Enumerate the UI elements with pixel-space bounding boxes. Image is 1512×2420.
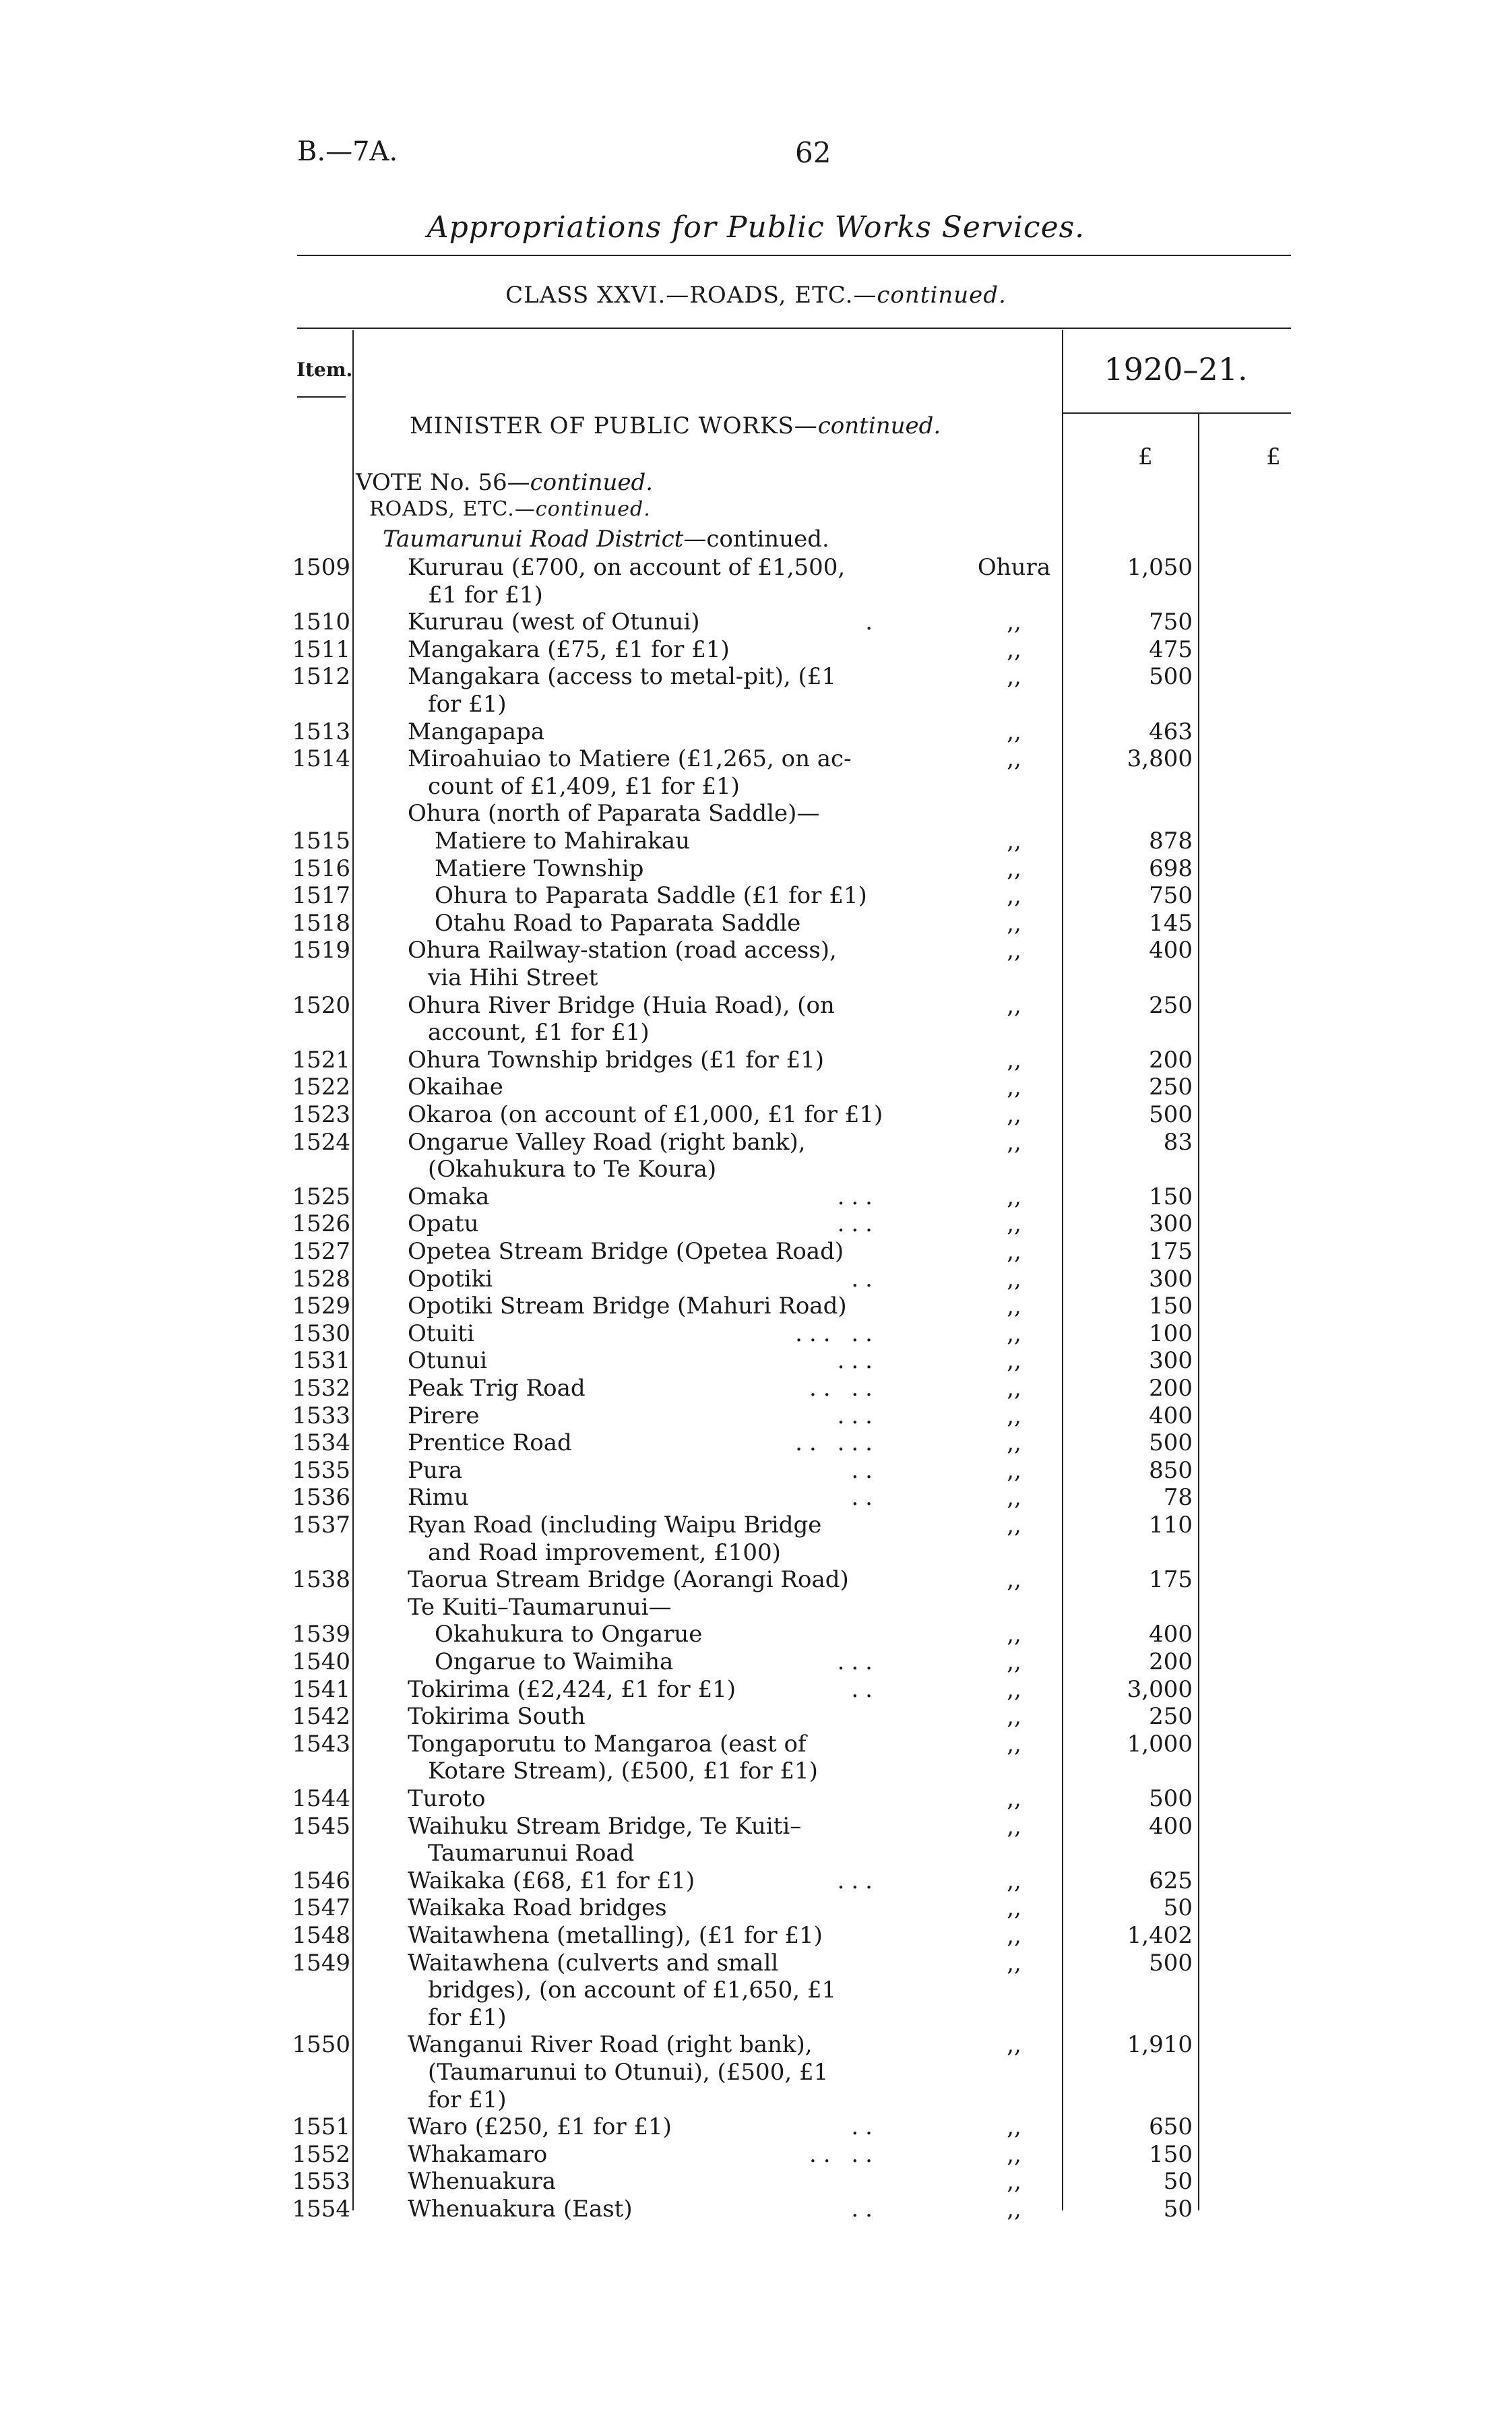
item-district: ,, xyxy=(1007,663,1021,691)
item-district: ,, xyxy=(1007,2196,1021,2223)
page-number: 62 xyxy=(795,136,831,169)
item-number: 1525 xyxy=(292,1183,350,1210)
table-row xyxy=(0,1484,1512,1511)
item-district: ,, xyxy=(1007,1402,1021,1429)
leader-dots: .. xyxy=(851,1456,879,1484)
item-district: ,, xyxy=(1007,1703,1021,1731)
roads-heading: ROADS, ETC.—continued. xyxy=(369,497,651,521)
table-row xyxy=(0,745,1512,800)
item-amount: 400 xyxy=(1149,1402,1193,1429)
item-number: 1543 xyxy=(292,1730,350,1758)
item-amount: 175 xyxy=(1149,1566,1193,1594)
table-row xyxy=(0,1922,1512,1949)
table-row xyxy=(0,882,1512,909)
table-row xyxy=(0,1621,1512,1648)
table-row xyxy=(0,2168,1512,2195)
item-district: ,, xyxy=(1007,1785,1021,1812)
table-row xyxy=(0,1101,1512,1128)
item-district: ,, xyxy=(1007,1867,1021,1894)
item-header-rule xyxy=(297,396,346,398)
table-row xyxy=(0,1347,1512,1374)
item-number: 1522 xyxy=(292,1074,350,1101)
item-description: Mangakara (access to metal-pit), (£1 xyxy=(408,663,836,691)
table-row xyxy=(0,910,1512,937)
item-description: account, £1 for £1) xyxy=(428,1019,650,1047)
table-row xyxy=(0,1703,1512,1730)
item-number: 1527 xyxy=(292,1238,350,1265)
item-amount: 3,000 xyxy=(1127,1675,1193,1703)
item-number: 1551 xyxy=(292,2113,350,2141)
item-amount: 500 xyxy=(1149,1429,1193,1457)
table-row xyxy=(0,2196,1512,2223)
item-number: 1533 xyxy=(292,1402,350,1429)
class-rule xyxy=(297,328,1291,329)
item-number: 1531 xyxy=(292,1347,350,1375)
item-number: 1510 xyxy=(292,609,350,636)
item-description: via Hihi Street xyxy=(428,964,598,991)
item-amount: 50 xyxy=(1163,1894,1193,1922)
item-description: and Road improvement, £100) xyxy=(428,1539,781,1566)
item-amount: 250 xyxy=(1149,991,1193,1019)
item-number: 1515 xyxy=(292,828,350,855)
item-description: Mangakara (£75, £1 for £1) xyxy=(408,635,730,663)
item-description: Waikaka (£68, £1 for £1) xyxy=(408,1867,695,1894)
item-description: Waitawhena (metalling), (£1 for £1) xyxy=(408,1922,823,1949)
item-district: ,, xyxy=(1007,1484,1021,1512)
item-district: ,, xyxy=(1007,745,1021,773)
item-district: ,, xyxy=(1007,2140,1021,2168)
class-heading: CLASS XXVI.—ROADS, ETC.—continued. xyxy=(505,282,1007,309)
item-amount: 100 xyxy=(1149,1320,1193,1347)
item-amount: 878 xyxy=(1149,828,1193,855)
item-district: ,, xyxy=(1007,991,1021,1019)
item-amount: 110 xyxy=(1149,1512,1193,1539)
table-row xyxy=(0,1730,1512,1785)
minister-heading: MINISTER OF PUBLIC WORKS—continued. xyxy=(410,412,941,439)
item-district: ,, xyxy=(1007,1074,1021,1101)
table-row xyxy=(0,2031,1512,2113)
page-title: Appropriations for Public Works Services. xyxy=(427,210,1085,245)
item-description: Waro (£250, £1 for £1) xyxy=(408,2113,672,2141)
item-amount: 500 xyxy=(1149,1949,1193,1977)
item-number: 1513 xyxy=(292,718,350,745)
item-amount: 650 xyxy=(1149,2113,1193,2141)
table-row xyxy=(0,1949,1512,2031)
item-description: Okaroa (on account of £1,000, £1 for £1) xyxy=(408,1101,883,1128)
item-description: Otuiti xyxy=(408,1320,474,1347)
item-description: Pura xyxy=(408,1456,463,1484)
item-district: ,, xyxy=(1007,909,1021,937)
table-row xyxy=(0,1457,1512,1484)
item-number: 1553 xyxy=(292,2168,350,2196)
item-description: Okahukura to Ongarue xyxy=(435,1621,703,1648)
table-row xyxy=(0,2141,1512,2168)
item-number: 1552 xyxy=(292,2140,350,2168)
item-number: 1532 xyxy=(292,1375,350,1402)
item-number: 1521 xyxy=(292,1046,350,1074)
table-row xyxy=(0,609,1512,635)
item-description: Taorua Stream Bridge (Aorangi Road) xyxy=(408,1566,849,1594)
item-number: 1550 xyxy=(292,2031,350,2059)
item-number: 1537 xyxy=(292,1512,350,1539)
item-number: 1519 xyxy=(292,937,350,964)
currency-header-col2: £ xyxy=(1266,443,1281,470)
item-district: ,, xyxy=(1007,1812,1021,1840)
district-heading: Taumarunui Road District—continued. xyxy=(383,526,829,553)
item-number: 1535 xyxy=(292,1456,350,1484)
item-district: ,, xyxy=(1007,1648,1021,1675)
item-amount: 50 xyxy=(1163,2168,1193,2196)
item-amount: 200 xyxy=(1149,1648,1193,1675)
leader-dots: .. xyxy=(851,1675,879,1703)
item-number: 1530 xyxy=(292,1320,350,1347)
item-description: Ohura to Paparata Saddle (£1 for £1) xyxy=(435,882,867,910)
item-description: Whenuakura (East) xyxy=(408,2196,633,2223)
item-description: £1 for £1) xyxy=(428,581,543,609)
item-amount: 150 xyxy=(1149,1293,1193,1320)
table-row xyxy=(0,1566,1512,1593)
item-amount: 78 xyxy=(1163,1484,1193,1512)
table-row xyxy=(0,991,1512,1047)
item-description: Whakamaro xyxy=(408,2140,548,2168)
item-number: 1524 xyxy=(292,1128,350,1156)
leader-dots: ... xyxy=(837,1210,879,1238)
item-number: 1511 xyxy=(292,635,350,663)
item-description: Otunui xyxy=(408,1347,488,1375)
item-district: ,, xyxy=(1007,2168,1021,2196)
table-row xyxy=(0,828,1512,855)
item-district: ,, xyxy=(1007,718,1021,745)
leader-dots: .. .. xyxy=(809,2140,879,2168)
item-district: ,, xyxy=(1007,1922,1021,1949)
item-description: Rimu xyxy=(408,1484,469,1512)
item-description: Ongarue to Waimiha xyxy=(435,1648,674,1675)
vote-heading: VOTE No. 56—continued. xyxy=(356,469,654,496)
leader-dots: .. xyxy=(851,1265,879,1293)
item-description: Matiere to Mahirakau xyxy=(435,828,691,855)
item-district: ,, xyxy=(1007,1293,1021,1320)
item-number: 1529 xyxy=(292,1293,350,1320)
item-description: Taumarunui Road xyxy=(428,1840,635,1867)
item-number: 1534 xyxy=(292,1429,350,1457)
leader-dots: ... xyxy=(837,1402,879,1429)
item-description: Opetea Stream Bridge (Opetea Road) xyxy=(408,1238,844,1265)
item-number: 1509 xyxy=(292,554,350,581)
item-number: 1546 xyxy=(292,1867,350,1894)
item-number: 1523 xyxy=(292,1101,350,1128)
item-district: ,, xyxy=(1007,1347,1021,1375)
item-description: count of £1,409, £1 for £1) xyxy=(428,772,740,800)
table-row xyxy=(0,1128,1512,1183)
item-number: 1544 xyxy=(292,1785,350,1812)
item-description: Kotare Stream), (£500, £1 for £1) xyxy=(428,1758,818,1785)
table-row xyxy=(0,1074,1512,1100)
item-description: for £1) xyxy=(428,690,507,718)
item-amount: 1,910 xyxy=(1127,2031,1193,2059)
item-amount: 1,402 xyxy=(1127,1922,1193,1949)
item-description: Prentice Road xyxy=(408,1429,572,1457)
item-number: 1541 xyxy=(292,1675,350,1703)
document-reference: B.—7A. xyxy=(297,136,398,167)
leader-dots: .. xyxy=(851,2113,879,2141)
leader-dots: ... .. xyxy=(795,1320,879,1347)
item-number: 1547 xyxy=(292,1894,350,1922)
item-amount: 300 xyxy=(1149,1265,1193,1293)
item-amount: 145 xyxy=(1149,909,1193,937)
item-description: for £1) xyxy=(428,2004,507,2031)
table-row xyxy=(0,1676,1512,1703)
item-amount: 625 xyxy=(1149,1867,1193,1894)
item-district: ,, xyxy=(1007,1621,1021,1648)
item-description: Waikaka Road bridges xyxy=(408,1894,667,1922)
item-description: Tongaporutu to Mangaroa (east of xyxy=(408,1730,807,1758)
item-description: for £1) xyxy=(428,2086,507,2113)
item-description: Ongarue Valley Road (right bank), xyxy=(408,1128,806,1156)
table-row xyxy=(0,1293,1512,1320)
item-amount: 1,050 xyxy=(1127,554,1193,581)
leader-dots: ... xyxy=(837,1867,879,1894)
item-district: ,, xyxy=(1007,1512,1021,1539)
table-row xyxy=(0,554,1512,609)
item-amount: 200 xyxy=(1149,1375,1193,1402)
item-amount: 150 xyxy=(1149,1183,1193,1210)
item-description: Opotiki xyxy=(408,1265,493,1293)
item-number: 1516 xyxy=(292,855,350,882)
leader-dots: .. xyxy=(851,2196,879,2223)
table-row xyxy=(0,1512,1512,1566)
item-description: Wanganui River Road (right bank), xyxy=(408,2031,813,2059)
item-amount: 500 xyxy=(1149,663,1193,691)
title-rule xyxy=(297,255,1291,256)
item-district: ,, xyxy=(1007,1238,1021,1265)
item-subheading: Te Kuiti–Taumarunui— xyxy=(408,1593,672,1621)
item-district: ,, xyxy=(1007,1128,1021,1156)
table-row xyxy=(0,1648,1512,1675)
table-row xyxy=(0,1183,1512,1210)
item-district: ,, xyxy=(1007,1046,1021,1074)
item-amount: 475 xyxy=(1149,635,1193,663)
item-amount: 698 xyxy=(1149,855,1193,882)
leader-dots: .. xyxy=(851,1484,879,1512)
item-description: Pirere xyxy=(408,1402,480,1429)
item-district: ,, xyxy=(1007,609,1021,636)
table-row xyxy=(0,1320,1512,1347)
item-description: Whenuakura xyxy=(408,2168,557,2196)
item-amount: 1,000 xyxy=(1127,1730,1193,1758)
item-amount: 83 xyxy=(1163,1128,1193,1156)
item-district: ,, xyxy=(1007,2031,1021,2059)
item-amount: 250 xyxy=(1149,1074,1193,1101)
item-description: Opotiki Stream Bridge (Mahuri Road) xyxy=(408,1293,847,1320)
item-description: Turoto xyxy=(408,1785,486,1812)
item-description: Okaihae xyxy=(408,1074,503,1101)
item-number: 1545 xyxy=(292,1812,350,1840)
item-column-header: Item. xyxy=(296,359,353,381)
table-row xyxy=(0,636,1512,663)
item-district: ,, xyxy=(1007,1101,1021,1128)
item-number: 1554 xyxy=(292,2196,350,2223)
item-number: 1520 xyxy=(292,991,350,1019)
table-row xyxy=(0,663,1512,718)
item-district: ,, xyxy=(1007,1894,1021,1922)
item-district: ,, xyxy=(1007,1566,1021,1594)
item-description: Opatu xyxy=(408,1210,479,1238)
table-row xyxy=(0,1210,1512,1237)
item-amount: 300 xyxy=(1149,1210,1193,1238)
item-district: ,, xyxy=(1007,882,1021,910)
item-amount: 175 xyxy=(1149,1238,1193,1265)
table-row xyxy=(0,1812,1512,1867)
item-description: Ohura Railway-station (road access), xyxy=(408,937,837,964)
leader-dots: . xyxy=(865,609,879,636)
item-number: 1536 xyxy=(292,1484,350,1512)
item-number: 1514 xyxy=(292,745,350,773)
item-description: Ohura Township bridges (£1 for £1) xyxy=(408,1046,825,1074)
leader-dots: .. ... xyxy=(795,1429,879,1457)
item-district: ,, xyxy=(1007,1210,1021,1238)
table-row xyxy=(0,1402,1512,1429)
table-row xyxy=(0,718,1512,745)
item-district: ,, xyxy=(1007,1320,1021,1347)
item-description: Mangapapa xyxy=(408,718,545,745)
item-number: 1549 xyxy=(292,1949,350,1977)
item-number: 1539 xyxy=(292,1621,350,1648)
item-description: Waitawhena (culverts and small xyxy=(408,1949,779,1977)
item-description: Otahu Road to Paparata Saddle xyxy=(435,909,801,937)
table-row xyxy=(0,855,1512,882)
currency-header-col1: £ xyxy=(1138,443,1153,470)
item-district: ,, xyxy=(1007,1429,1021,1457)
item-district: ,, xyxy=(1007,937,1021,964)
item-amount: 500 xyxy=(1149,1101,1193,1128)
year-header-underline xyxy=(1063,412,1291,414)
item-number: 1528 xyxy=(292,1265,350,1293)
item-district: ,, xyxy=(1007,1675,1021,1703)
item-number: 1538 xyxy=(292,1566,350,1594)
item-description: (Taumarunui to Otunui), (£500, £1 xyxy=(428,2058,829,2086)
item-description: Peak Trig Road xyxy=(408,1375,586,1402)
item-description: Tokirima (£2,424, £1 for £1) xyxy=(408,1675,736,1703)
item-number: 1542 xyxy=(292,1703,350,1731)
item-amount: 400 xyxy=(1149,937,1193,964)
item-district: ,, xyxy=(1007,1949,1021,1977)
item-amount: 500 xyxy=(1149,1785,1193,1812)
item-description: Omaka xyxy=(408,1183,490,1210)
year-column-header: 1920–21. xyxy=(1104,351,1248,387)
item-description: Ryan Road (including Waipu Bridge xyxy=(408,1512,822,1539)
item-number: 1518 xyxy=(292,909,350,937)
item-amount: 750 xyxy=(1149,609,1193,636)
leader-dots: ... xyxy=(837,1183,879,1210)
item-amount: 200 xyxy=(1149,1046,1193,1074)
table-row xyxy=(0,1266,1512,1293)
item-district: ,, xyxy=(1007,1183,1021,1210)
table-row xyxy=(0,1047,1512,1074)
item-description: Tokirima South xyxy=(408,1703,586,1731)
table-row xyxy=(0,1867,1512,1894)
item-district: ,, xyxy=(1007,635,1021,663)
item-district: ,, xyxy=(1007,1375,1021,1402)
item-amount: 750 xyxy=(1149,882,1193,910)
item-district: ,, xyxy=(1007,1730,1021,1758)
item-district: ,, xyxy=(1007,1456,1021,1484)
item-district: Ohura xyxy=(977,554,1051,581)
table-row xyxy=(0,937,1512,991)
leader-dots: ... xyxy=(837,1347,879,1375)
item-description: Kururau (£700, on account of £1,500, xyxy=(408,554,846,581)
leader-dots: .. .. xyxy=(809,1375,879,1402)
item-subheading: Ohura (north of Paparata Saddle)— xyxy=(408,800,820,828)
table-row xyxy=(0,2113,1512,2140)
item-amount: 50 xyxy=(1163,2196,1193,2223)
table-row xyxy=(0,1785,1512,1812)
item-amount: 150 xyxy=(1149,2140,1193,2168)
item-description: Matiere Township xyxy=(435,855,644,882)
item-number: 1540 xyxy=(292,1648,350,1675)
item-description: Ohura River Bridge (Huia Road), (on xyxy=(408,991,835,1019)
item-number: 1526 xyxy=(292,1210,350,1238)
table-row xyxy=(0,1375,1512,1402)
table-row xyxy=(0,1238,1512,1265)
item-amount: 400 xyxy=(1149,1812,1193,1840)
item-district: ,, xyxy=(1007,828,1021,855)
item-district: ,, xyxy=(1007,1265,1021,1293)
item-amount: 300 xyxy=(1149,1347,1193,1375)
item-amount: 400 xyxy=(1149,1621,1193,1648)
item-amount: 463 xyxy=(1149,718,1193,745)
leader-dots: ... xyxy=(837,1648,879,1675)
item-description: bridges), (on account of £1,650, £1 xyxy=(428,1977,837,2004)
item-amount: 3,800 xyxy=(1127,745,1193,773)
item-district: ,, xyxy=(1007,855,1021,882)
item-description: Kururau (west of Otunui) xyxy=(408,609,700,636)
item-number: 1548 xyxy=(292,1922,350,1949)
item-district: ,, xyxy=(1007,2113,1021,2141)
item-amount: 850 xyxy=(1149,1456,1193,1484)
item-number: 1517 xyxy=(292,882,350,910)
table-row xyxy=(0,1429,1512,1456)
item-number: 1512 xyxy=(292,663,350,691)
item-description: Miroahuiao to Matiere (£1,265, on ac- xyxy=(408,745,852,773)
table-row xyxy=(0,1894,1512,1921)
item-description: Waihuku Stream Bridge, Te Kuiti– xyxy=(408,1812,802,1840)
item-description: (Okahukura to Te Koura) xyxy=(428,1156,717,1183)
item-amount: 250 xyxy=(1149,1703,1193,1731)
